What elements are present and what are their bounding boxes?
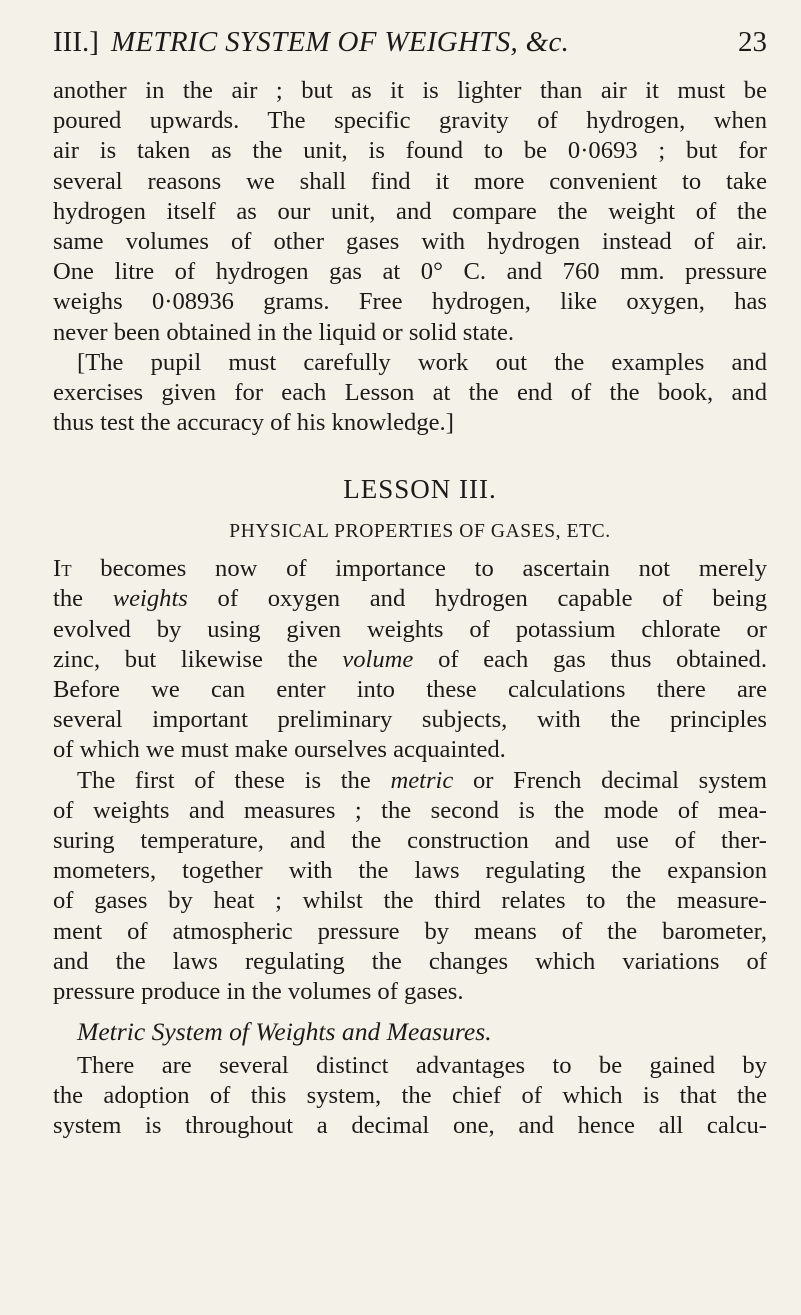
text-line: ment of atmospheric pressure by means of the barometer, — [53, 917, 767, 945]
text-line: another in the air ; but as it is lighter than air it must be — [53, 77, 767, 104]
text-line: poured upwards. The specific gravity of hydrogen, when — [53, 107, 767, 135]
emphasis: metric — [390, 766, 454, 794]
text-line: suring temperature, and the construction and use of ther- — [53, 826, 767, 854]
text-line: several reasons we shall find it more convenient to take — [53, 167, 767, 195]
text-run: the — [53, 585, 84, 613]
text-line: never been obtained in the liquid or solid state. — [53, 318, 515, 346]
text-line: of which we must make ourselves acquainted. — [53, 736, 506, 764]
text-line: pressure produce in the volumes of gases. — [53, 977, 464, 1005]
text-run: or French decimal system — [472, 766, 767, 794]
text-line: [The pupil must carefully work out the examples and — [77, 348, 767, 376]
lesson-subtitle: PHYSICAL PROPERTIES OF GASES, ETC. — [229, 521, 611, 543]
text-line — [53, 584, 767, 614]
page-number: 23 — [738, 26, 767, 58]
section-number: III.] — [53, 26, 99, 58]
text-line: Before we can enter into these calculations there are — [53, 676, 767, 703]
text-line — [53, 645, 767, 675]
text-run: of each gas thus obtained. — [438, 645, 767, 673]
text-line: hydrogen itself as our unit, and compare the weight of the — [53, 197, 767, 225]
text-line: There are several distinct advantages to be gained by — [77, 1052, 767, 1080]
drop-word: It — [53, 555, 72, 583]
text-line: of gases by heat ; whilst the third relates to the measure- — [53, 887, 767, 915]
text-line: of weights and measures ; the second is the mode of mea- — [53, 796, 767, 824]
running-head — [53, 22, 767, 62]
lesson-title: LESSON III. — [343, 474, 497, 505]
text-line: One litre of hydrogen gas at 0° C. and 760 mm. pressure — [53, 258, 767, 286]
text-line: the adoption of this system, the chief of which is that the — [53, 1082, 767, 1110]
text-line — [53, 554, 767, 584]
text-line: and the laws regulating the changes which variations of — [53, 947, 767, 975]
text-run: becomes now of importance to ascertain not merely — [100, 555, 767, 583]
section-heading: Metric System of Weights and Measures. — [77, 1017, 492, 1047]
text-line — [53, 766, 767, 796]
text-line: air is taken as the unit, is found to be 0·0693 ; but for — [53, 137, 767, 165]
emphasis: weights — [112, 585, 188, 613]
text-line: mometers, together with the laws regulating the expansion — [53, 857, 767, 885]
text-run: zinc, but likewise the — [53, 645, 318, 673]
emphasis: volume — [342, 645, 414, 673]
text-line: several important preliminary subjects, with the principles — [53, 706, 767, 734]
text-line: exercises given for each Lesson at the end of the book, and — [53, 378, 767, 406]
text-line: evolved by using given weights of potassium chlorate or — [53, 615, 767, 643]
paragraph-continued — [53, 76, 767, 438]
text-line: same volumes of other gases with hydrogen instead of air. — [53, 227, 767, 255]
text-line: system is throughout a decimal one, and hence all calcu- — [53, 1112, 767, 1140]
text-run: of oxygen and hydrogen capable of being — [217, 585, 767, 613]
text-line: weighs 0·08936 grams. Free hydrogen, like oxygen, has — [53, 288, 767, 316]
running-title: METRIC SYSTEM OF WEIGHTS, &c. — [111, 26, 570, 58]
text-run: The first of these is the — [77, 766, 371, 794]
text-line: thus test the accuracy of his knowledge.] — [53, 409, 454, 437]
lesson-body — [53, 554, 767, 1141]
